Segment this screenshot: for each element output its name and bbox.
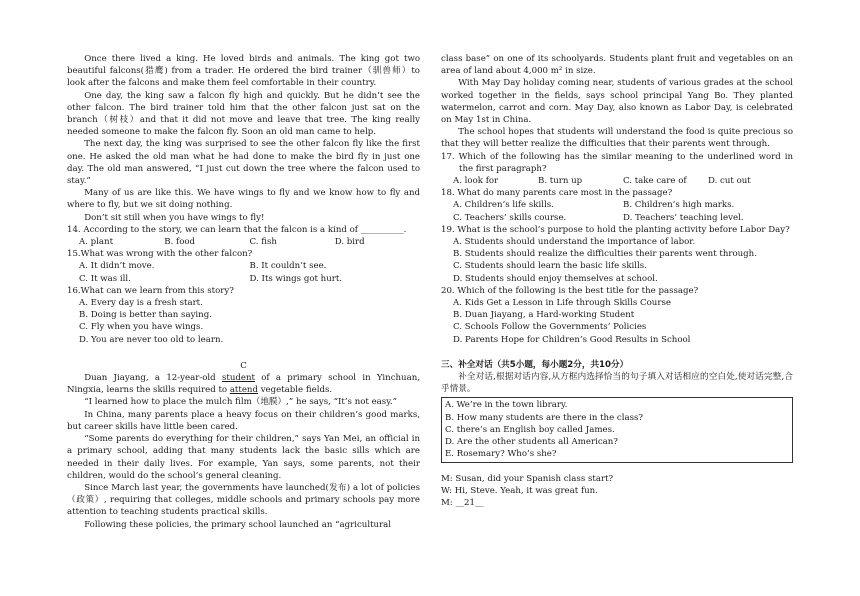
section-3-title: 三、补全对话（共5小题，每小题2分，共10分） (441, 359, 629, 370)
option-c: C. Fly when you have wings. (79, 322, 204, 333)
choice-item: A. We’re in the town library. (445, 400, 568, 411)
passage-c-paragraph: “I learned how to place the mulch film（地膜）,” he says, “It’s not easy.” (84, 397, 398, 408)
text-run: vegetable fields. (257, 385, 333, 396)
option-b: B. It couldn’t see. (249, 261, 327, 272)
question-16 (67, 285, 420, 346)
passage-c-paragraph: In China, many parents place a heavy focus on their children’s good marks, but career skills have little been cared. (67, 409, 420, 432)
option-a: A. plant (79, 237, 114, 248)
option-d: D. bird (334, 237, 365, 248)
option-b: B. turn up (538, 176, 583, 187)
question-stem: 19. What is the school’s purpose to hold the planting activity before Labor Day? (441, 224, 790, 235)
passage-b-paragraph: Once there lived a king. He loved birds and animals. The king got two beautiful falcons(猎鹰) from a trader. He ordered the bird trainer（驯兽师）to look after the falcons and make them feel comfortable in their country. (67, 54, 420, 89)
passage-b-paragraph: The next day, the king was surprised to see the other falcon fly like the first one. He asked the old man what he had done to make the bird fly in just one day. The old man answered, “I just cut down the tree where the falcon used to stay.” (67, 139, 420, 187)
passage-c-paragraph: The school hopes that students will understand the food is quite precious so that they will better realize the difficulties that their parents went through. (441, 127, 793, 150)
passage-c-paragraph (67, 372, 420, 396)
question-15 (67, 248, 420, 285)
question-17 (441, 151, 793, 188)
choice-item: E. Rosemary? Who’s she? (445, 449, 557, 460)
options-row (441, 212, 793, 224)
question-14 (67, 224, 420, 248)
passage-c-continuation: class base” on one of its schoolyards. Students plant fruit and vegetables on an area of land about 4,000 m² in size. (441, 54, 793, 77)
option-d: D. Teachers’ teaching level. (623, 212, 744, 223)
options-row (67, 273, 420, 285)
passage-c-paragraph: Since March last year, the governments have launched(发布) a lot of policies（政策）, requiring that colleges, middle schools and primary schools pay more attention to teaching students practical skills. (67, 482, 420, 518)
text-run: Duan Jiayang, a 12-year-old (84, 373, 222, 384)
dialog-line: M: Susan, did your Spanish class start? (441, 473, 614, 484)
option-a: A. It didn’t move. (79, 261, 155, 272)
passage-b-paragraph: One day, the king saw a falcon fly high and quickly. But he didn’t see the other falcon. The bird trainer told him that the other falcon just sat on the branch（树枝）and that it did not move and leave that tree. The king really needed someone to make the falcon fly. Soon an old man came to help. (67, 90, 420, 138)
question-stem: 17. Which of the following has the similar meaning to the underlined word in the first paragraph? (441, 151, 793, 174)
option-d: D. Its wings got hurt. (249, 273, 343, 284)
option-d: D. You are never too old to learn. (79, 334, 224, 345)
section-c-label: C (240, 360, 247, 371)
option-b: B. Children’s high marks. (623, 200, 735, 211)
option-c: C. It was ill. (79, 273, 131, 284)
right-column (441, 53, 793, 509)
option-b: B. Duan Jiayang, a Hard-working Student (453, 310, 635, 321)
option-b: B. Students should realize the difficulties their parents went through. (453, 249, 757, 260)
option-a: A. Kids Get a Lesson in Life through Skills Course (453, 298, 671, 309)
option-c: C. Teachers’ skills course. (453, 212, 567, 223)
question-stem: 18. What do many parents care most in the passage? (441, 188, 673, 199)
option-c: C. Schools Follow the Governments’ Policies (453, 322, 647, 333)
option-a: A. Students should understand the importance of labor. (453, 237, 696, 248)
question-stem: 14. According to the story, we can learn that the falcon is a kind of __________. (67, 224, 407, 235)
question-18 (441, 187, 793, 224)
option-c: C. take care of (623, 176, 687, 187)
option-d: D. Students should enjoy themselves at school. (453, 273, 658, 284)
answer-blank-21: __21__ (455, 497, 484, 508)
option-a: A. look for (453, 176, 499, 187)
left-column (67, 53, 420, 531)
passage-b-paragraph: Don’t sit still when you have wings to fly! (84, 212, 265, 223)
options-row (67, 260, 420, 272)
option-d: D. Parents Hope for Children’s Good Results in School (453, 334, 691, 345)
underlined-word: attend (229, 385, 258, 396)
choice-item: D. Are the other students all American? (445, 437, 618, 448)
options-row (67, 236, 420, 248)
question-stem: 15.What was wrong with the other falcon? (67, 249, 253, 260)
options-row (441, 199, 793, 211)
passage-c-paragraph: “Some parents do everything for their children,” says Yan Mei, an official in a primary school, adding that many students lack the basic sills which are needed in their daily lives. For example, Yan says, some parents, not their children, would do the school’s general cleaning. (67, 434, 420, 481)
option-d: D. cut out (708, 176, 751, 187)
option-b: B. food (164, 237, 196, 248)
options-row (441, 175, 793, 187)
speaker-label: M: (441, 497, 456, 508)
option-a: A. Children’s life skills. (453, 200, 554, 211)
passage-c-paragraph: Following these policies, the primary school launched an “agricultural (84, 519, 392, 530)
option-c: C. fish (249, 237, 277, 248)
answer-choices-box (441, 397, 793, 462)
text-run: of a primary school in Yinchuan, Ningxia, learns the skills required to (67, 373, 420, 396)
question-19 (441, 224, 793, 285)
question-20 (441, 285, 793, 346)
choice-item: C. there’s an English boy called James. (445, 424, 615, 435)
passage-b-paragraph: Many of us are like this. We have wings to fly and we know how to fly and where to fly, but we sit doing nothing. (67, 188, 420, 211)
underlined-word: student (221, 373, 255, 384)
choice-item: B. How many students are there in the class? (445, 412, 644, 423)
option-a: A. Every day is a fresh start. (79, 298, 203, 309)
question-stem: 20. Which of the following is the best title for the passage? (441, 285, 699, 296)
passage-c-paragraph: With May Day holiday coming near, students of various grades at the school worked together in the fields, says school principal Yang Bo. They planted watermelon, carrot and corn. May Day, also known as Labor Day, is celebrated on May 1st in China. (441, 78, 793, 126)
option-b: B. Doing is better than saying. (79, 310, 212, 321)
option-c: C. Students should learn the basic life skills. (453, 261, 647, 272)
dialog-line: W: Hi, Steve. Yeah, it was great fun. (441, 485, 598, 496)
section-3-instructions: 补全对话,根据对话内容,从方框内选择恰当的句子填入对话相应的空白处,使对话完整,合乎情景。 (441, 372, 793, 395)
question-stem: 16.What can we learn from this story? (67, 285, 234, 296)
dialog-line (441, 497, 793, 509)
